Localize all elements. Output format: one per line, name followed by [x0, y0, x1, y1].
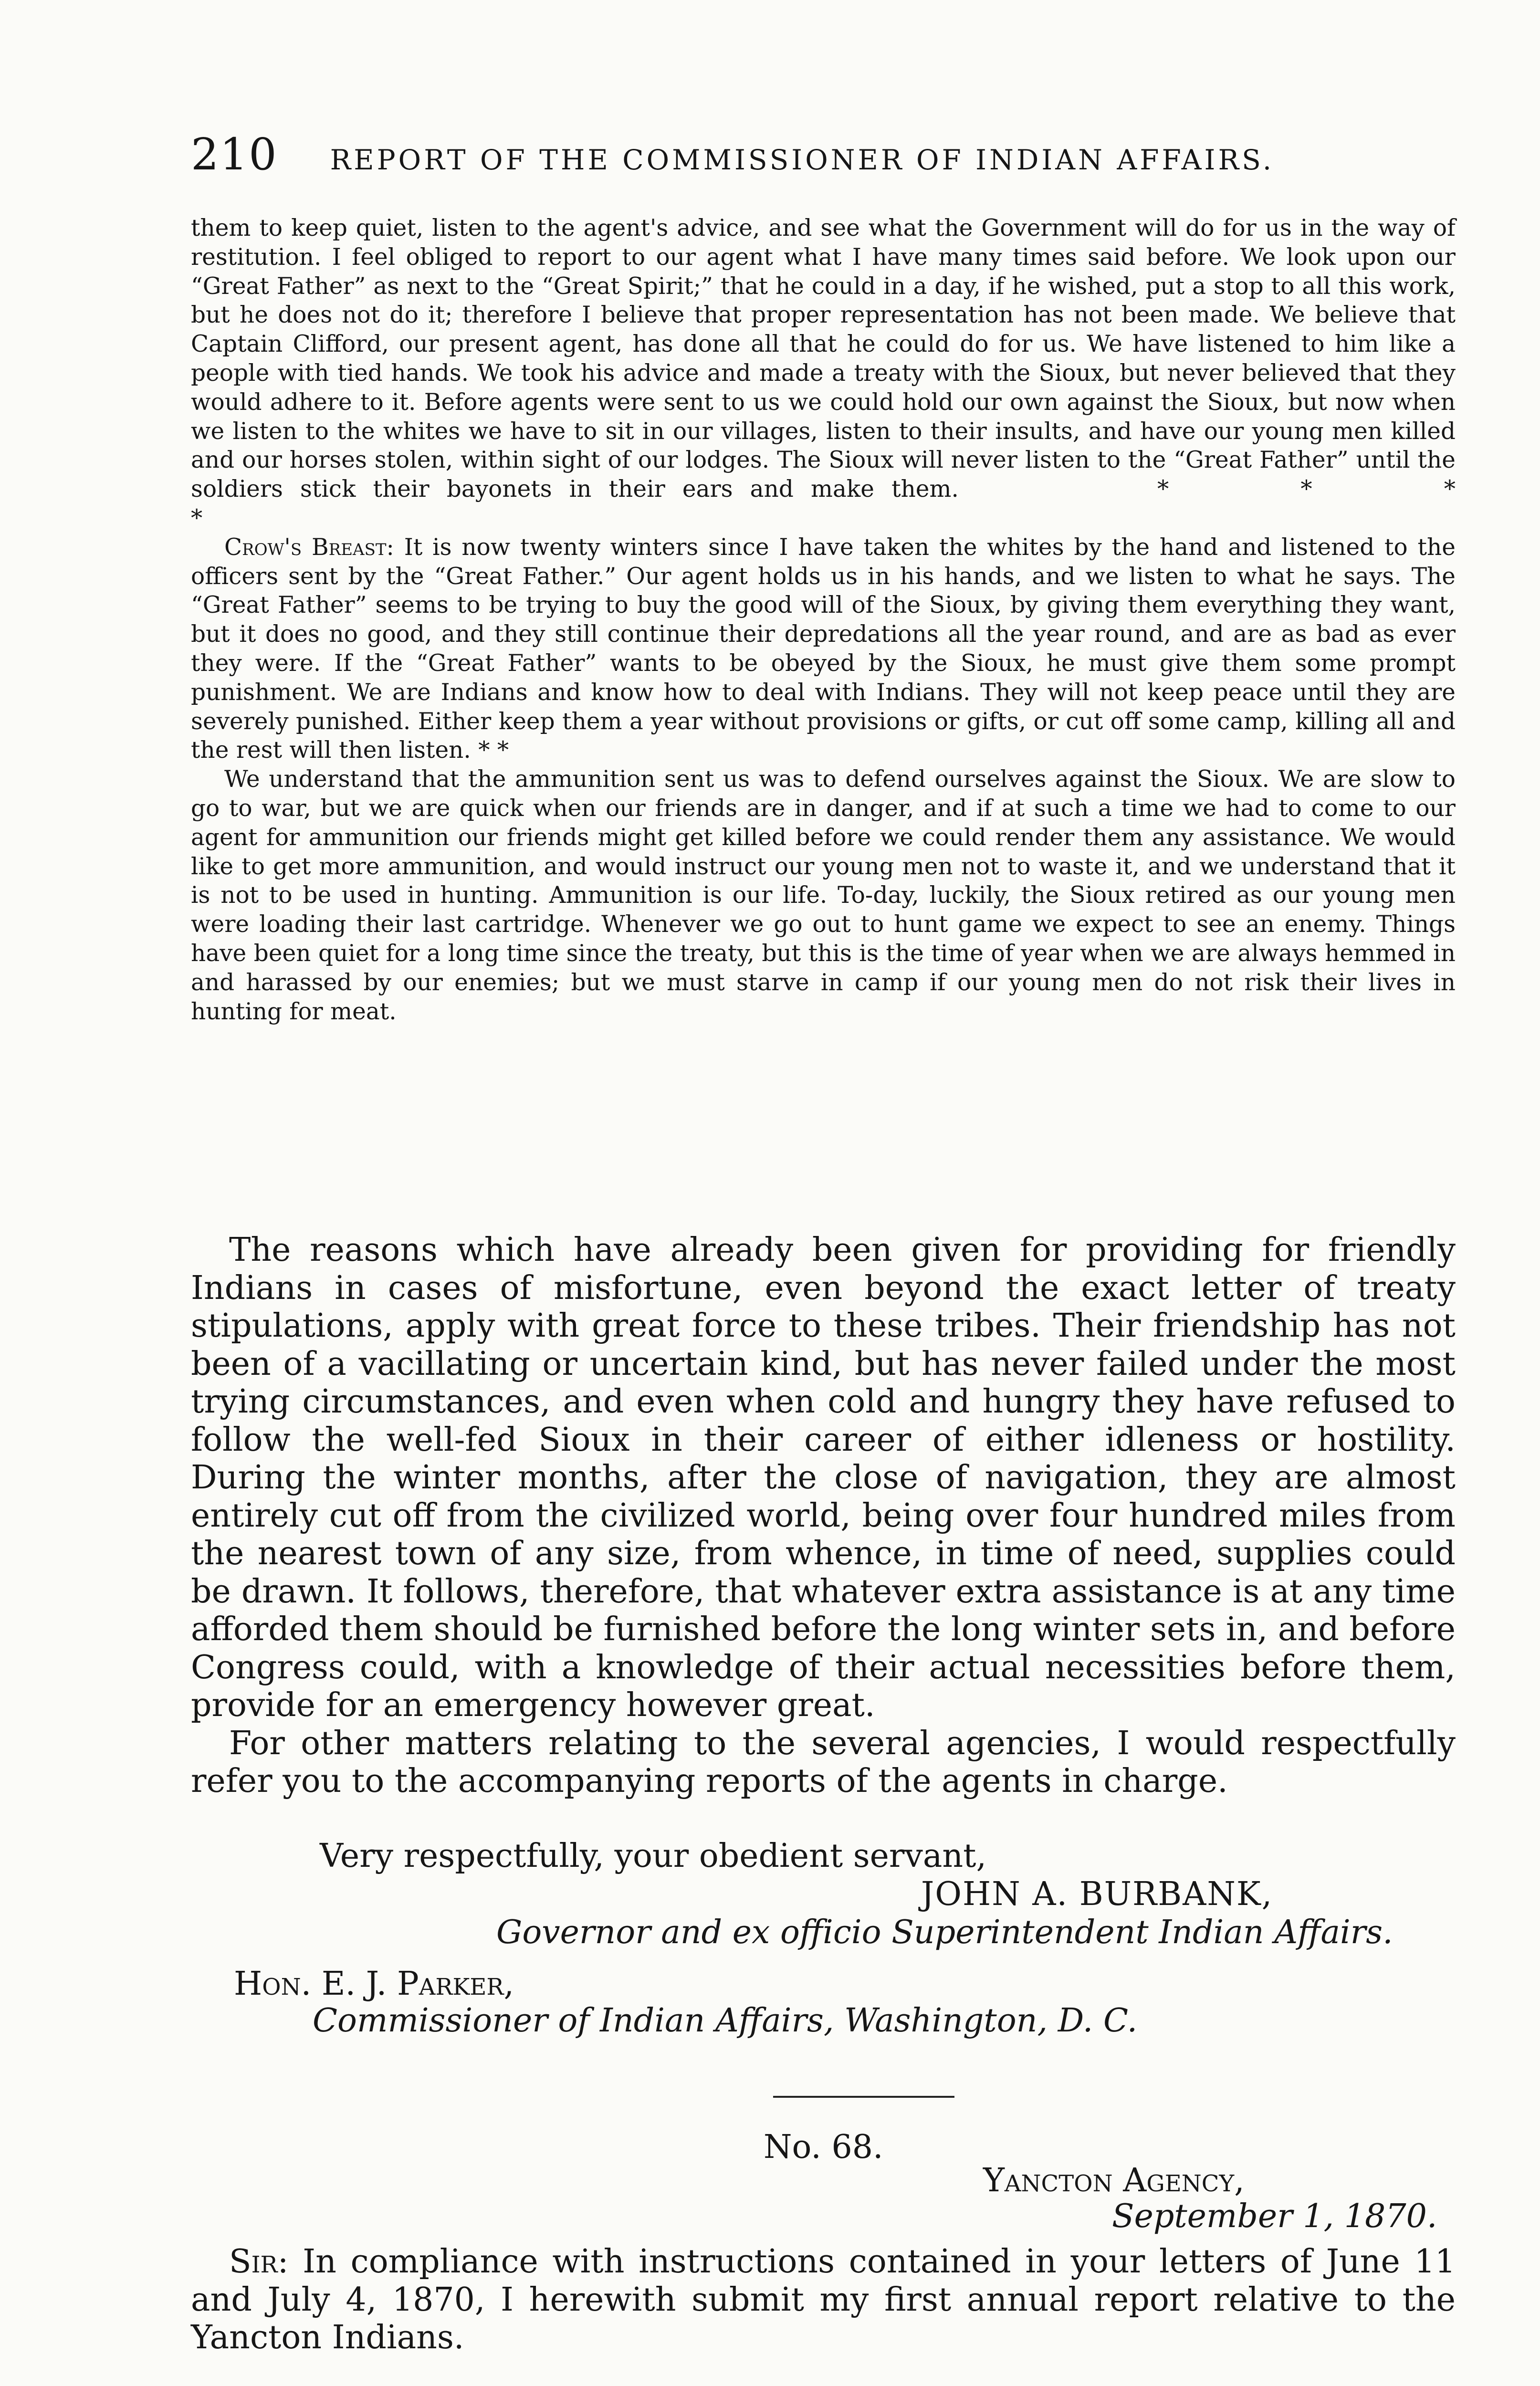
report-paragraph: For other matters relating to the several agencies, I would respectfully refer you to the accompanying reports of the agents in charge. [191, 1724, 1456, 1800]
section-divider [773, 2096, 954, 2098]
closing-line: Very respectfully, your obedient servant, [320, 1837, 987, 1875]
signatory-title: Governor and ex officio Superintendent Indian Affairs. [496, 1914, 1393, 1951]
letter-paragraph: Sir: In compliance with instructions contained in your letters of June 11 and July 4, 1870, I herewith submit my first annual report relative to the Yancton Indians. [191, 2243, 1456, 2356]
document-number: No. 68. [764, 2128, 883, 2166]
testimony-paragraph: Crow's Breast: It is now twenty winters since I have taken the whites by the hand and listened to the officers sent by the “Great Father.” Our agent holds us in his hands, and we listen to what he says. The “Great Father” seems to be trying to buy the good will of the Sioux, by giving them everything they want, but it does no good, and they still continue their depredations all the year round, and are as bad as ever they were. If the “Great Father” wants to be obeyed by the Sioux, he must give them some prompt punishment. We are Indians and know how to deal with Indians. They will not keep peace until they are severely punished. Either keep them a year without provisions or gifts, or cut off some camp, killing all and the rest will then listen. * * [191, 534, 1456, 764]
speaker-name: Crow's Breast: [224, 534, 394, 561]
report-paragraph: The reasons which have already been given for providing for friendly Indians in cases of misfortune, even beyond the exact letter of treaty stipulations, apply with great force to these tribes. Their friendship has not been of a vacillating or uncertain kind, but has never failed under the most trying circumstances, and even when cold and hungry they have refused to follow the well-fed Sioux in their career of either idleness or hostility. During the winter months, after the close of navigation, they are almost entirely cut off from the civilized world, being over four hundred miles from the nearest town of any size, from whence, in time of need, supplies could be drawn. It follows, therefore, that whatever extra assistance is at any time afforded them should be furnished before the long winter sets in, and before Congress could, with a knowledge of their actual necessities before them, provide for an emergency however great. [191, 1231, 1456, 1724]
ellipsis-stars: * * [478, 737, 509, 764]
ellipsis-stars: * * * * [191, 476, 1456, 532]
addressee-title: Commissioner of Indian Affairs, Washington, D. C. [313, 2002, 1138, 2040]
letter-opening [191, 2243, 1456, 2357]
signatory-name: JOHN A. BURBANK, [921, 1875, 1273, 1913]
testimony-paragraph: We understand that the ammunition sent us was to defend ourselves against the Sioux. We are slow to go to war, but we are quick when our friends are in danger, and if at such a time we had to come to our agent for ammunition our friends might get killed before we could render them any assistance. We would like to get more ammunition, and would instruct our young men not to waste it, and we understand that it is not to be used in hunting. Ammunition is our life. To-day, luckily, the Sioux retired as our young men were loading their last cartridge. Whenever we go out to hunt game we expect to see an enemy. Things have been quiet for a long time since the treaty, but this is the time of year when we are always hemmed in and harassed by our enemies; but we must starve in camp if our young men do not risk their lives in hunting for meat. [191, 766, 1456, 1025]
indian-testimony [191, 214, 1456, 1026]
agency-name: Yancton Agency, [983, 2162, 1245, 2199]
salutation: Sir: [229, 2243, 289, 2281]
report-body [191, 1231, 1456, 1800]
running-title: REPORT OF THE COMMISSIONER OF INDIAN AFFAIRS. [330, 144, 1275, 176]
page-number: 210 [191, 129, 278, 180]
testimony-paragraph: them to keep quiet, listen to the agent's advice, and see what the Government will do for us in the way of restitution. I feel obliged to report to our agent what I have many times said before. We look upon our “Great Father” as next to the “Great Spirit;” that he could in a day, if he wished, put a stop to all this work, but he does not do it; therefore I believe that proper representation has not been made. We believe that Captain Clifford, our present agent, has done all that he could do for us. We have listened to him like a people with tied hands. We took his advice and made a treaty with the Sioux, but never believed that they would adhere to it. Before agents were sent to us we could hold our own against the Sioux, but now when we listen to the whites we have to sit in our villages, listen to their insults, and have our young men killed and our horses stolen, within sight of our lodges. The Sioux will never listen to the “Great Father” until the soldiers stick their bayonets in their ears and make them. * * * * [191, 215, 1456, 532]
page-header [191, 129, 1456, 180]
addressee-name: Hon. E. J. Parker, [234, 1965, 514, 2003]
letter-date: September 1, 1870. [1112, 2198, 1437, 2235]
